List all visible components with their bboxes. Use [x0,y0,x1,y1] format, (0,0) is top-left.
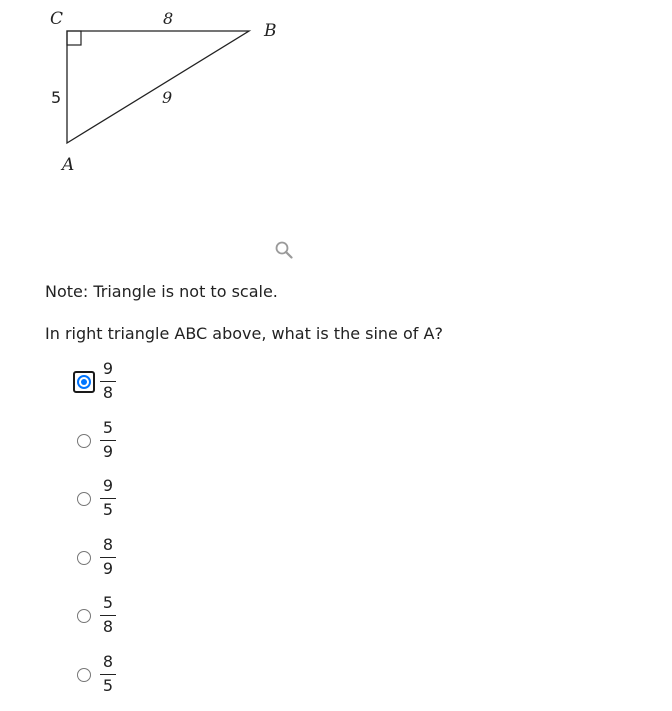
fraction-numerator: 8 [100,536,116,556]
radio-button[interactable] [77,434,91,448]
vertex-label-b: B [264,23,277,40]
fraction-numerator: 5 [100,594,116,614]
fraction-denominator: 8 [100,618,116,636]
fraction-bar [100,498,116,499]
fraction-denominator: 9 [100,443,116,461]
triangle-shape [67,31,249,143]
choice-fraction [100,360,116,402]
fraction-numerator: 9 [100,477,116,497]
choice-fraction [100,653,116,695]
scale-note: Note: Triangle is not to scale. [45,282,278,301]
fraction-denominator: 5 [100,501,116,519]
answer-choice[interactable] [72,419,272,478]
answer-choice[interactable] [72,360,272,419]
side-label-ca: 5 [51,90,61,106]
choice-focus-box [73,605,95,627]
fraction-numerator: 5 [100,419,116,439]
magnifier-icon[interactable] [272,238,296,262]
choice-fraction [100,594,116,636]
fraction-denominator: 8 [100,384,116,402]
side-label-ab: 9 [162,90,172,106]
fraction-bar [100,381,116,382]
radio-button[interactable] [77,492,91,506]
choice-focus-box [73,664,95,686]
side-label-cb: 8 [163,11,173,27]
answer-choice[interactable] [72,477,272,536]
choice-focus-box [73,371,95,393]
choice-focus-box [73,430,95,452]
fraction-denominator: 5 [100,677,116,695]
answer-choice[interactable] [72,594,272,653]
fraction-numerator: 9 [100,360,116,380]
choice-fraction [100,536,116,578]
fraction-denominator: 9 [100,560,116,578]
fraction-bar [100,440,116,441]
choice-focus-box [73,547,95,569]
fraction-bar [100,557,116,558]
right-angle-marker [67,31,81,45]
question-text: In right triangle ABC above, what is the sine of A? [45,324,443,343]
vertex-label-a: A [62,157,74,174]
radio-button[interactable] [77,375,91,389]
vertex-label-c: C [50,11,63,28]
fraction-bar [100,674,116,675]
triangle-figure [0,0,320,190]
fraction-bar [100,615,116,616]
choice-fraction [100,477,116,519]
radio-button[interactable] [77,551,91,565]
radio-button[interactable] [77,668,91,682]
choice-focus-box [73,488,95,510]
answer-choice[interactable] [72,536,272,595]
answer-choices [72,360,272,711]
answer-choice[interactable] [72,653,272,711]
radio-button[interactable] [77,609,91,623]
fraction-numerator: 8 [100,653,116,673]
choice-fraction [100,419,116,461]
